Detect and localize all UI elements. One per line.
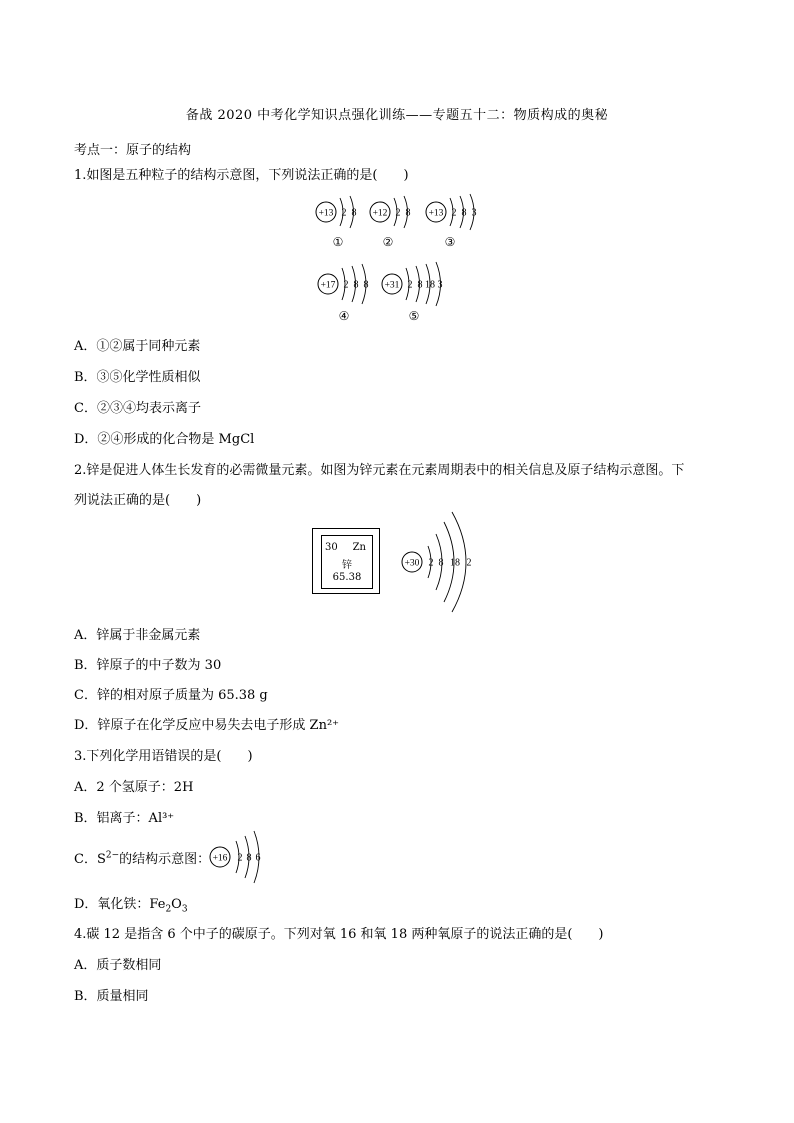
atom-diagram-2 xyxy=(370,196,411,249)
shell-count: 2 xyxy=(451,207,457,219)
shell-count: 8 xyxy=(363,279,369,291)
question-1-option-d: D．②④形成的化合物是 MgCl xyxy=(74,432,255,447)
shell-count: 2 xyxy=(343,279,349,291)
question-1-stem: 1.如图是五种粒子的结构示意图，下列说法正确的是( ) xyxy=(74,168,409,183)
shell-count: 2 xyxy=(237,852,243,864)
nucleus-label: +17 xyxy=(320,280,336,291)
shell-count: 8 xyxy=(351,207,357,219)
shell-count: 2 xyxy=(341,207,347,219)
shell-count: 2 xyxy=(407,279,413,291)
nucleus-label: +16 xyxy=(212,853,228,864)
question-1-option-c: C．②③④均表示离子 xyxy=(74,401,201,416)
element-name: 锌 xyxy=(342,560,352,571)
nucleus-label: +13 xyxy=(318,208,334,219)
atomic-mass: 65.38 xyxy=(332,572,362,583)
shell-count: 2 xyxy=(428,557,434,569)
question-4-option-a: A．质子数相同 xyxy=(74,958,162,973)
question-2-stem-line-2: 列说法正确的是( ) xyxy=(74,493,202,508)
question-3-option-d: D．氧化铁：$Fe_2O_3$ xyxy=(74,897,188,915)
shell-count: 8 xyxy=(246,852,252,864)
section-heading: 考点一：原子的结构 xyxy=(74,143,192,158)
sulfide-ion-diagram xyxy=(204,830,280,884)
document-title: 备战 2020 中考化学知识点强化训练——专题五十二：物质构成的奥秘 xyxy=(185,108,609,123)
question-2-option-d: D．锌原子在化学反应中易失去电子形成 Zn²⁺ xyxy=(74,718,340,733)
question-2-option-b: B．锌原子的中子数为 30 xyxy=(74,658,222,673)
question-4-option-b: B．质量相同 xyxy=(74,989,149,1004)
shell-count: 3 xyxy=(471,207,477,219)
atom-diagram-3 xyxy=(426,194,477,249)
question-3-stem: 3.下列化学用语错误的是( ) xyxy=(74,749,253,764)
nucleus-label: +12 xyxy=(372,208,388,219)
atom-diagram-4 xyxy=(318,264,369,323)
element-tile-zinc xyxy=(312,528,380,594)
question-3-option-b: B．铝离子：Al³⁺ xyxy=(74,811,175,826)
shell-count: 2 xyxy=(395,207,401,219)
diagram-label: ③ xyxy=(444,235,456,249)
shell-count: 8 xyxy=(405,207,411,219)
nucleus-label: +13 xyxy=(428,208,444,219)
question-1-atom-diagrams xyxy=(300,188,490,328)
element-symbol: Zn xyxy=(352,542,366,553)
shell-count: 6 xyxy=(255,852,261,864)
question-1-option-b: B．③⑤化学性质相似 xyxy=(74,370,201,385)
diagram-label: ② xyxy=(382,235,394,249)
atom-diagram-5 xyxy=(382,262,443,323)
question-2-option-c: C．锌的相对原子质量为 65.38 g xyxy=(74,688,268,703)
shell-count: 8 xyxy=(353,279,359,291)
question-4-stem: 4.碳 12 是指含 6 个中子的碳原子。下列对氧 16 和氧 18 两种氧原子的说法正确的是( ) xyxy=(74,927,604,942)
shell-count: 3 xyxy=(437,279,443,291)
zinc-atom-diagram xyxy=(392,510,492,614)
nucleus-label: +31 xyxy=(384,280,400,291)
atomic-number: 30 xyxy=(325,542,338,553)
shell-count: 8 xyxy=(438,557,444,569)
charge-superscript: 2− xyxy=(105,850,120,861)
shell-count: 2 xyxy=(466,557,472,569)
diagram-label: ① xyxy=(332,235,344,249)
nucleus-label: +30 xyxy=(404,558,420,569)
shell-count: 18 xyxy=(425,279,435,291)
shell-count: 8 xyxy=(417,279,423,291)
question-3-option-a: A．2 个氢原子：2H xyxy=(74,780,194,795)
shell-count: 8 xyxy=(461,207,467,219)
diagram-label: ⑤ xyxy=(408,309,420,323)
question-3-option-c: C．$S^{2-}$的结构示意图： xyxy=(74,850,211,867)
shell-count: 18 xyxy=(450,557,460,569)
question-2-stem-line-1: 2.锌是促进人体生长发育的必需微量元素。如图为锌元素在元素周期表中的相关信息及原子结构示意图。下 xyxy=(74,463,685,478)
question-1-option-a: A．①②属于同种元素 xyxy=(74,339,201,354)
atom-diagram-1 xyxy=(316,196,357,249)
diagram-label: ④ xyxy=(338,309,350,323)
question-2-option-a: A．锌属于非金属元素 xyxy=(74,628,201,643)
